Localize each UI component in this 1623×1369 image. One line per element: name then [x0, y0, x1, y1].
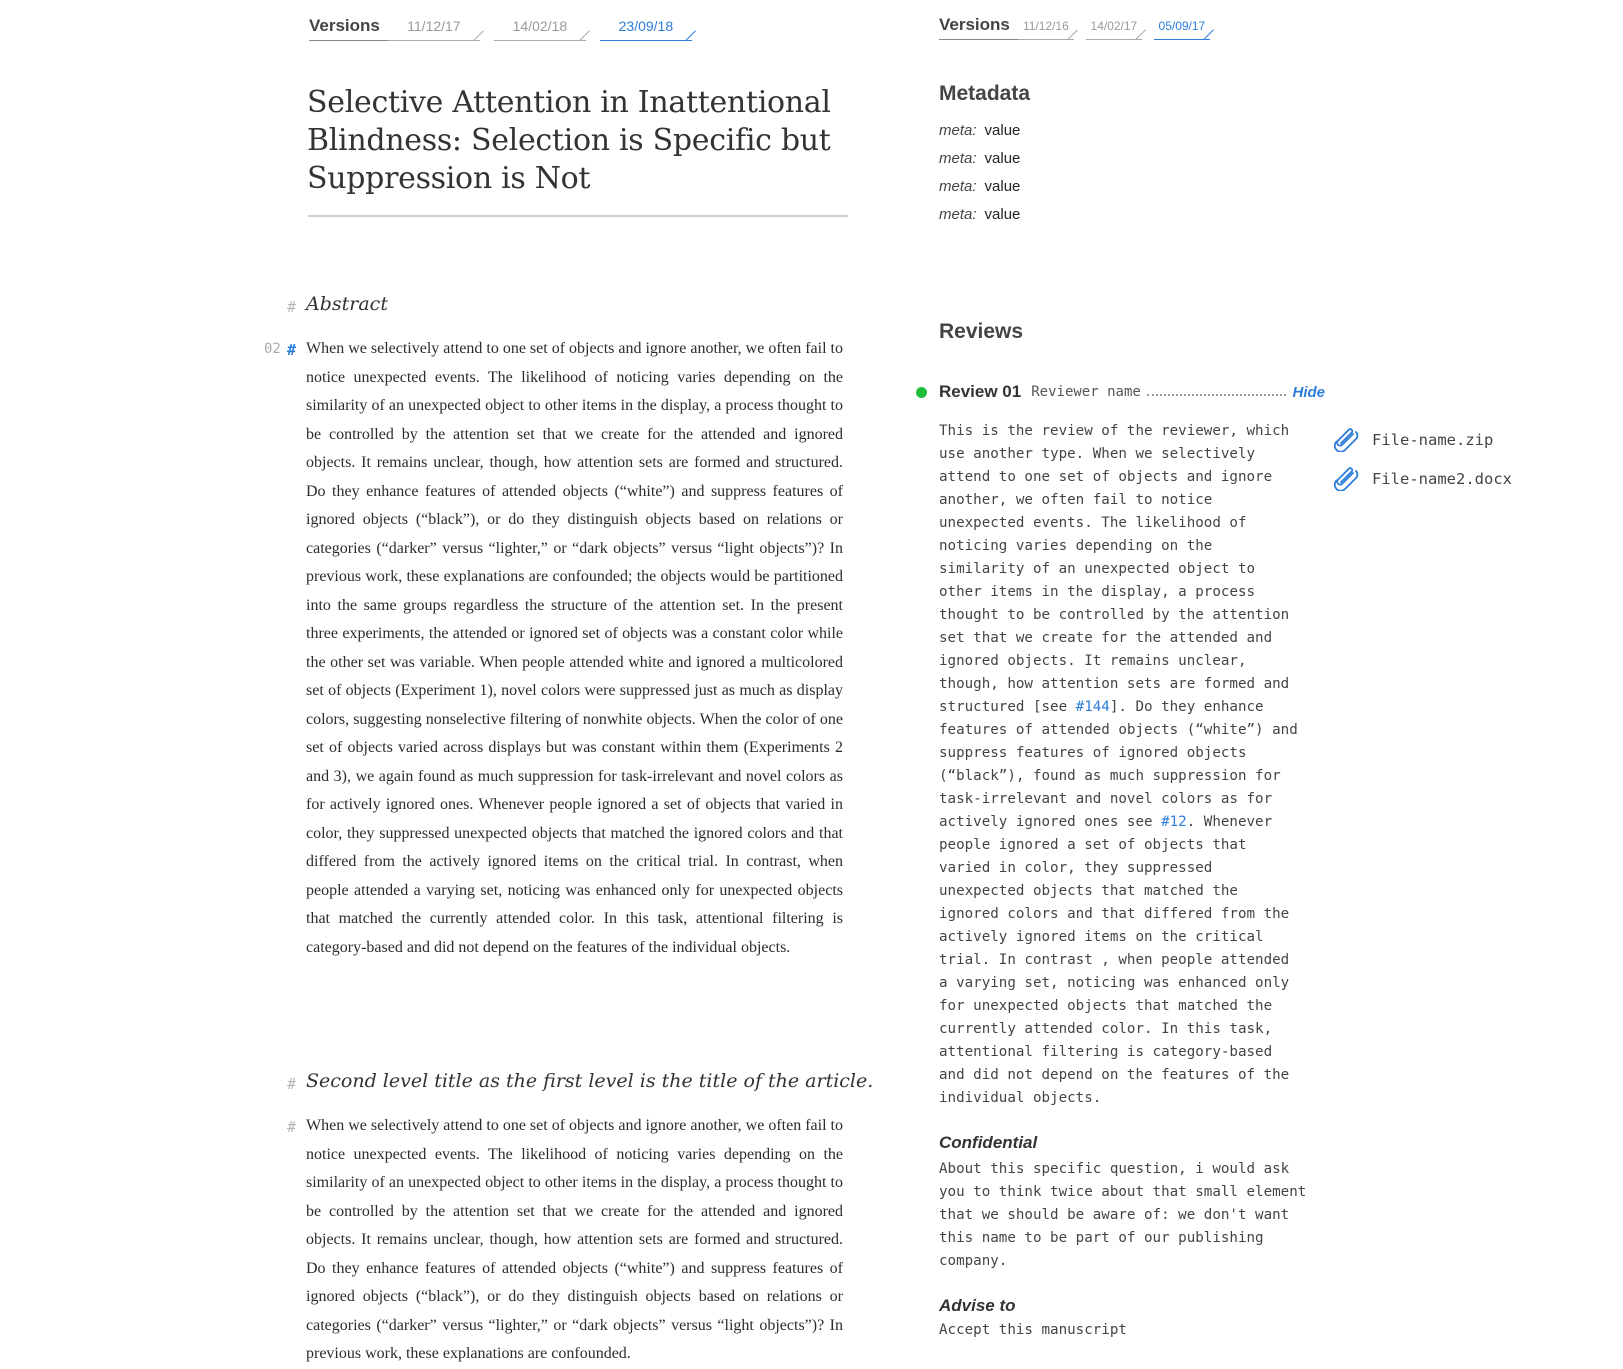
versions-label: Versions	[939, 15, 1018, 40]
reviews-title: Reviews	[939, 320, 1024, 343]
metadata-key: meta:	[939, 178, 977, 195]
metadata-item	[939, 178, 1020, 206]
version-tab-active[interactable]: 23/09/18	[600, 14, 692, 41]
version-tab[interactable]: 14/02/17	[1086, 14, 1142, 40]
paperclip-icon	[1334, 428, 1360, 452]
version-tab-active[interactable]: 05/09/17	[1154, 14, 1210, 40]
title-divider	[308, 215, 848, 217]
reference-link[interactable]: #144	[1075, 699, 1110, 715]
metadata-item	[939, 150, 1020, 178]
article-versions-bar	[309, 14, 706, 41]
metadata-key: meta:	[939, 122, 977, 139]
attachments-list	[1334, 420, 1512, 498]
review-status-dot	[916, 387, 927, 398]
body-paragraph: When we selectively attend to one set of objects and ignore another, we often fail to notice unexpected events. The likelihood of noticing varies depending on the similarity of an unexpected object to other items in the display, a process thought to be controlled by the attention set that we create for the attended and ignored objects. It remains unclear, though, how attention sets are formed and structured. Do they enhance features of attended objects (“white”) and suppress features of ignored objects (“black”), or do they distinguish objects based on relations or categories (“darker” versus “lighter,” or “dark objects” versus “light objects”)? In previous work, these explanations are confounded.	[306, 1117, 843, 1362]
version-tab[interactable]: 11/12/16	[1018, 14, 1074, 40]
advise-text: Accept this manuscript	[939, 1322, 1127, 1338]
section-title-abstract: Abstract	[306, 293, 388, 315]
metadata-item	[939, 206, 1020, 234]
section-anchor-icon[interactable]: #	[287, 1075, 297, 1093]
metadata-value: value	[984, 178, 1021, 195]
review-text-part: ]. Do they enhance features of attended objects (“white”) and suppress features of ignored objects (“black”), found as much suppression for task-irrelevant and novel colors as for actively ignored ones see	[939, 699, 1298, 830]
paragraph-anchor-icon[interactable]: #	[287, 1118, 297, 1136]
hide-review-link[interactable]: Hide	[1292, 383, 1325, 401]
metadata-value: value	[984, 150, 1021, 167]
reference-link[interactable]: #12	[1161, 814, 1187, 830]
sidebar-versions-bar	[939, 14, 1222, 40]
metadata-item	[939, 122, 1020, 150]
attachment-item[interactable]	[1334, 420, 1512, 459]
section-anchor-icon[interactable]: #	[287, 298, 297, 316]
paragraph-number: 02	[264, 341, 281, 357]
section-title-second-level: Second level title as the first level is the title of the article.	[306, 1070, 874, 1092]
metadata-title: Metadata	[939, 82, 1031, 105]
metadata-key: meta:	[939, 206, 977, 223]
attachment-item[interactable]	[1334, 459, 1512, 498]
version-tab[interactable]: 11/12/17	[388, 14, 480, 41]
version-tab[interactable]: 14/02/18	[494, 14, 586, 41]
article-title: Selective Attention in Inattentional Blindness: Selection is Specific but Suppression is Not	[307, 85, 831, 196]
dotted-leader	[1147, 394, 1287, 396]
review-name: Review 01	[939, 382, 1022, 401]
review-header	[916, 380, 1325, 404]
metadata-key: meta:	[939, 150, 977, 167]
metadata-list	[939, 122, 1020, 234]
attachment-filename: File-name2.docx	[1372, 469, 1512, 488]
metadata-value: value	[984, 206, 1021, 223]
abstract-paragraph: When we selectively attend to one set of objects and ignore another, we often fail to notice unexpected events. The likelihood of noticing varies depending on the similarity of an unexpected object to other items in the display, a process thought to be controlled by the attention set that we create for the attended and ignored objects. It remains unclear, though, how attention sets are formed and structured. Do they enhance features of attended objects (“white”) and suppress features of ignored objects (“black”), or do they distinguish objects based on relations or categories (“darker” versus “lighter,” or “dark objects” versus “light objects”)? In previous work, these explanations are confounded; the objects would be partitioned into the same groups regardless the structure of the attention set. In the present three experiments, the attended or ignored set of objects was a constant color while the other set was variable. When people attended white and ignored a multicolored set of objects (Experiment 1), novel colors were suppressed just as much as display colors, suggesting nonselective filtering of nonwhite objects. When the color of one set of objects varied across displays but was constant within them (Experiments 2 and 3), we again found as much suppression for task-irrelevant and novel colors as for actively ignored ones. Whenever people ignored a set of objects that varied in color, they suppressed unexpected objects that matched the ignored colors and that differed from the actively ignored items on the critical trial. In contrast, when people attended a varying set, noticing was enhanced only for unexpected objects that matched the currently attended color. In this task, attentional filtering is category-based and did not depend on the features of the individual objects.	[306, 340, 843, 956]
metadata-value: value	[984, 122, 1021, 139]
confidential-title: Confidential	[939, 1133, 1038, 1152]
confidential-text: About this specific question, i would ask you to think twice about that small element that we should be aware of: we don't want this name to be part of our publishing company.	[939, 1161, 1307, 1269]
versions-label: Versions	[309, 16, 388, 41]
review-text-part: This is the review of the reviewer, which use another type. When we selectively attend to one set of objects and ignore another, we often fail to notice unexpected events. The likelihood of noticing varies depending on the similarity of an unexpected object to other items in the display, a process thought to be controlled by the attention set that we create for the attended and ignored objects. It remains unclear, though, how attention sets are formed and structured [see	[939, 423, 1290, 715]
advise-title: Advise to	[939, 1296, 1016, 1315]
attachment-filename: File-name.zip	[1372, 430, 1494, 449]
reviewer-name: Reviewer name	[1031, 384, 1141, 400]
paperclip-icon	[1334, 467, 1360, 491]
paragraph-anchor-icon[interactable]: #	[287, 341, 297, 359]
review-text-part: . Whenever people ignored a set of objects that varied in color, they suppressed unexpected objects that matched the ignored colors and that differed from the actively ignored items on the critical trial. In contrast , when people attended a varying set, noticing was enhanced only for unexpected objects that matched the currently attended color. In this task, attentional filtering is category-based and did not depend on the features of the individual objects.	[939, 814, 1290, 1106]
review-text	[939, 420, 1299, 1110]
